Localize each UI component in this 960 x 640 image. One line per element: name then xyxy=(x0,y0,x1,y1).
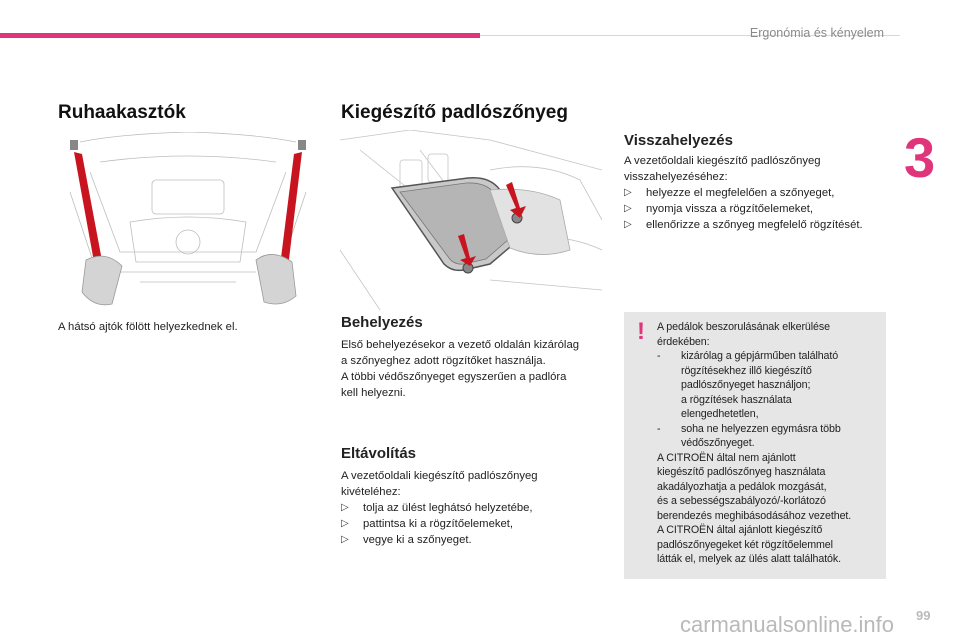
warning-box xyxy=(624,312,886,579)
watermark: carmanualsonline.info xyxy=(680,612,895,637)
warning-line: érdekében: xyxy=(657,335,710,348)
coat-hooks-title: Ruhaakasztók xyxy=(58,102,186,123)
remove-step: ▷ vegye ki a szőnyeget. xyxy=(341,534,472,546)
bullet-arrow-icon: ▷ xyxy=(624,187,632,198)
warning-line: A CITROËN által ajánlott kiegészítő xyxy=(657,524,823,536)
refit-intro-line: A vezetőoldali kiegészítő padlószőnyeg xyxy=(624,155,821,167)
bullet-arrow-icon: ▷ xyxy=(341,534,349,545)
chapter-number: 3 xyxy=(904,126,936,189)
remove-text xyxy=(341,468,611,548)
refit-text xyxy=(624,153,904,233)
header-accent-bar xyxy=(0,33,480,38)
floor-mat-illustration xyxy=(340,130,602,310)
refit-heading: Visszahelyezés xyxy=(624,132,733,149)
remove-step: ▷ pattintsa ki a rögzítőelemeket, xyxy=(341,518,514,530)
floor-mat-title: Kiegészítő padlószőnyeg xyxy=(341,102,568,123)
page-number: 99 xyxy=(916,608,931,623)
refit-step: ▷ nyomja vissza a rögzítőelemeket, xyxy=(624,203,814,215)
warning-line: akadályozhatja a pedálok mozgását, xyxy=(657,480,827,493)
remove-step: ▷ tolja az ülést leghátsó helyzetébe, xyxy=(341,502,533,514)
bullet-arrow-icon: ▷ xyxy=(341,518,349,529)
section-title: Ergonómia és kényelem xyxy=(749,26,884,40)
warning-item: - kizárólag a gépjárműben található rögzítésekhez illő kiegészítő padlószőnyeget használjon; a rögzítések használata elengedhetetlen, xyxy=(657,350,839,420)
warning-text xyxy=(657,320,879,567)
install-line: a szőnyeghez adott rögzítőket használja. xyxy=(341,355,546,367)
coat-hooks-illustration xyxy=(60,132,316,312)
warning-line: padlószőnyegeket két rögzítőelemmel xyxy=(657,538,833,551)
warning-line: A CITROËN által nem ajánlott xyxy=(657,451,796,464)
bullet-arrow-icon: ▷ xyxy=(624,203,632,214)
dash-marker: - xyxy=(657,350,661,362)
warning-line: látták el, melyek az ülés alatt találhatók. xyxy=(657,553,842,565)
refit-step: ▷ helyezze el megfelelően a szőnyeget, xyxy=(624,187,835,199)
install-heading: Behelyezés xyxy=(341,314,423,331)
warning-line: A pedálok beszorulásának elkerülése xyxy=(657,321,830,333)
refit-step: ▷ ellenőrizze a szőnyeg megfelelő rögzítését. xyxy=(624,219,863,231)
warning-item: - soha ne helyezzen egymásra több védőszőnyeget. xyxy=(657,422,841,449)
exclamation-warning-icon: ! xyxy=(637,318,645,345)
remove-intro-line: kivételéhez: xyxy=(341,486,401,498)
bullet-arrow-icon: ▷ xyxy=(624,219,632,230)
bullet-arrow-icon: ▷ xyxy=(341,502,349,513)
warning-line: és a sebességszabályozó/-korlátozó xyxy=(657,495,826,507)
warning-line: berendezés meghibásodásához vezethet. xyxy=(657,509,852,522)
dash-marker: - xyxy=(657,422,661,435)
refit-intro-line: visszahelyezéséhez: xyxy=(624,171,728,183)
install-line: kell helyezni. xyxy=(341,387,406,399)
warning-line: kiegészítő padlószőnyeg használata xyxy=(657,466,826,478)
install-text xyxy=(341,337,611,401)
install-line: A többi védőszőnyeget egyszerűen a padlóra xyxy=(341,371,567,383)
install-line: Első behelyezésekor a vezető oldalán kizárólag xyxy=(341,339,580,351)
coat-hooks-caption: A hátsó ajtók fölött helyezkednek el. xyxy=(58,321,238,333)
remove-intro-line: A vezetőoldali kiegészítő padlószőnyeg xyxy=(341,470,538,482)
remove-heading: Eltávolítás xyxy=(341,445,417,462)
